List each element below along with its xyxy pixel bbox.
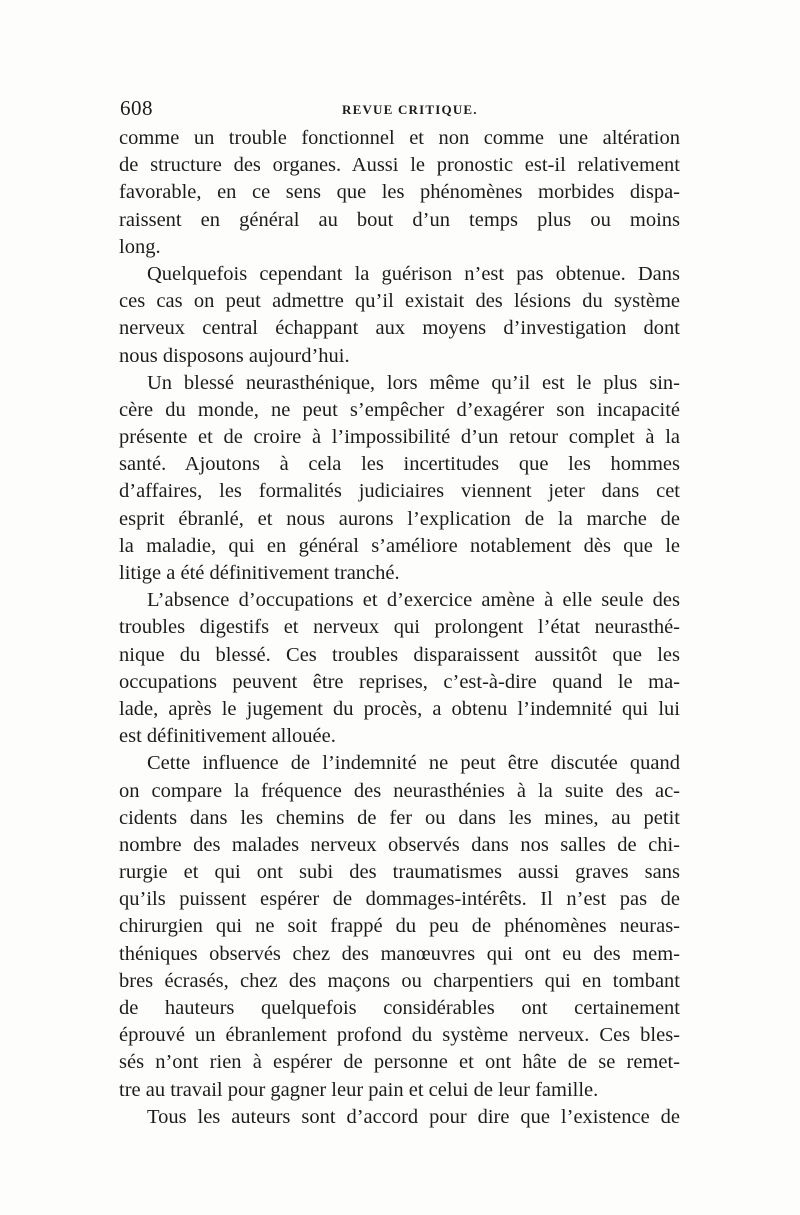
- text-line: nous disposons aujourd’hui.: [119, 344, 350, 367]
- text-line: lade, après le jugement du procès, a obtenu l’indemnité qui lui: [119, 697, 680, 720]
- text-line: chirurgien qui ne soit frappé du peu de phénomènes neuras-: [119, 915, 680, 938]
- text-line: bres écrasés, chez des maçons ou charpentiers qui en tombant: [119, 969, 680, 992]
- text-line: nombre des malades nerveux observés dans nos salles de chi-: [119, 833, 680, 856]
- text-line: Tous les auteurs sont d’accord pour dire que l’existence de: [147, 1105, 680, 1128]
- text-line: présente et de croire à l’impossibilité d’un retour complet à la: [119, 426, 680, 449]
- text-line: rurgie et qui ont subi des traumatismes aussi graves sans: [119, 861, 680, 884]
- text-line: occupations peuvent être reprises, c’est-à-dire quand le ma-: [119, 670, 680, 693]
- text-line: qu’ils puissent espérer de dommages-intérêts. Il n’est pas de: [119, 888, 680, 911]
- page-number: 608: [120, 96, 153, 120]
- text-line: cidents dans les chemins de fer ou dans les mines, au petit: [119, 806, 680, 829]
- text-line: de hauteurs quelquefois considérables ont certainement: [119, 997, 680, 1019]
- text-line: ces cas on peut admettre qu’il existait des lésions du système: [119, 290, 680, 313]
- text-line: comme un trouble fonctionnel et non comme une altération: [119, 127, 680, 149]
- text-line: Cette influence de l’indemnité ne peut être discutée quand: [147, 752, 680, 775]
- text-line: théniques observés chez des manœuvres qui ont eu des mem-: [119, 942, 680, 965]
- text-line: favorable, en ce sens que les phénomènes morbides dispa-: [119, 181, 680, 204]
- text-line: d’affaires, les formalités judiciaires viennent jeter dans cet: [119, 480, 680, 503]
- text-line: est définitivement allouée.: [119, 725, 336, 748]
- text-line: Quelquefois cependant la guérison n’est pas obtenue. Dans: [147, 262, 680, 285]
- text-line: esprit ébranlé, et nous aurons l’explication de la marche de: [119, 507, 680, 530]
- text-line: raissent en général au bout d’un temps plus ou moins: [119, 208, 680, 231]
- text-line: la maladie, qui en général s’améliore notablement dès que le: [119, 534, 680, 557]
- text-line: litige a été définitivement tranché.: [119, 562, 400, 584]
- text-line: nerveux central échappant aux moyens d’investigation dont: [119, 317, 680, 340]
- text-line: troubles digestifs et nerveux qui prolongent l’état neurasthé-: [119, 616, 680, 639]
- text-line: on compare la fréquence des neurasthénies à la suite des ac-: [119, 779, 680, 802]
- text-line: de structure des organes. Aussi le pronostic est-il relativement: [119, 154, 680, 177]
- text-line: nique du blessé. Ces troubles disparaissent aussitôt que les: [119, 643, 680, 666]
- text-line: sés n’ont rien à espérer de personne et ont hâte de se remet-: [119, 1051, 680, 1074]
- text-line: cère du monde, ne peut s’empêcher d’exagérer son incapacité: [119, 398, 680, 421]
- text-line: santé. Ajoutons à cela les incertitudes que les hommes: [119, 453, 680, 476]
- page-header: [120, 96, 680, 124]
- running-head: REVUE CRITIQUE.: [342, 102, 478, 117]
- text-line: tre au travail pour gagner leur pain et celui de leur famille.: [119, 1078, 599, 1101]
- body-text: [119, 125, 680, 1131]
- text-line: Un blessé neurasthénique, lors même qu’il est le plus sin-: [147, 371, 680, 394]
- text-line: L’absence d’occupations et d’exercice amène à elle seule des: [147, 589, 680, 612]
- text-line: éprouvé un ébranlement profond du système nerveux. Ces bles-: [119, 1024, 680, 1047]
- text-line: long.: [119, 235, 161, 258]
